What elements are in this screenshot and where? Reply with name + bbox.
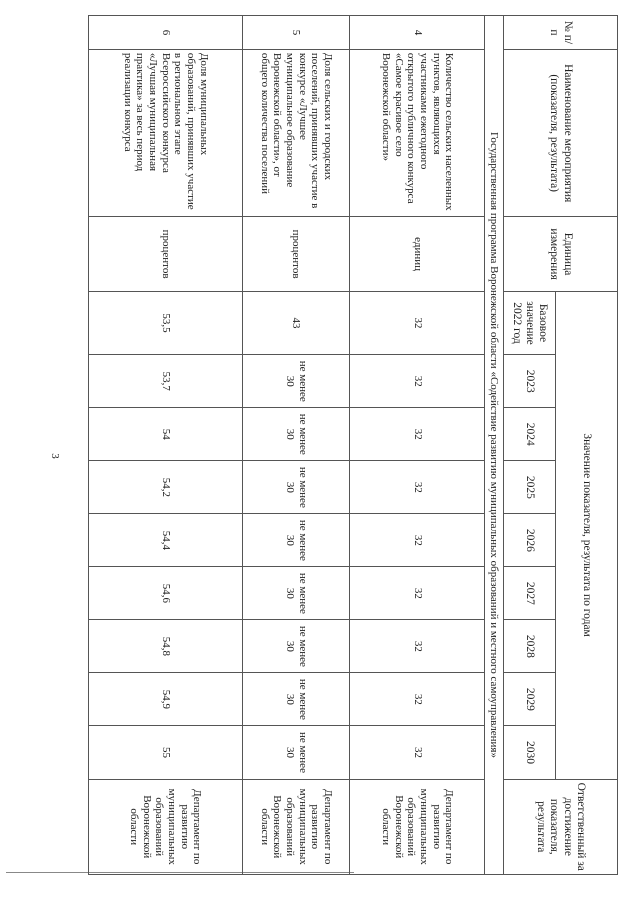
row-value: не менее 30	[242, 408, 350, 461]
row-value: не менее 30	[242, 620, 350, 673]
header-year: 2029	[503, 673, 555, 726]
row-value: 32	[350, 355, 485, 408]
header-values-by-year: Значение показателя, результата по годам	[555, 291, 617, 779]
table-row	[242, 16, 350, 875]
row-value: 54,2	[89, 461, 243, 514]
row-value: 54,8	[89, 620, 243, 673]
header-year: 2027	[503, 567, 555, 620]
row-unit: процентов	[242, 217, 350, 291]
row-value: не менее 30	[242, 461, 350, 514]
header-unit: Единица измерения	[503, 217, 617, 291]
header-year: 2026	[503, 514, 555, 567]
header-responsible: Ответственный за достижение показателя, результата	[503, 779, 617, 874]
section-title: Государственная программа Воронежской области «Содействие развитию муниципальных образований и местного самоуправления»	[485, 16, 504, 875]
row-num: 6	[89, 16, 243, 50]
header-year: 2025	[503, 461, 555, 514]
table-row	[89, 16, 243, 875]
row-value: 32	[350, 567, 485, 620]
row-value: 32	[350, 514, 485, 567]
row-responsible: Департамент по развитию муниципальных образований Воронежской области	[242, 779, 350, 874]
row-num: 4	[350, 16, 485, 50]
header-year: 2023	[503, 355, 555, 408]
row-base-value: 53,5	[89, 291, 243, 355]
page-number: 3	[48, 453, 61, 459]
row-base-value: 43	[242, 291, 350, 355]
row-value: не менее 30	[242, 514, 350, 567]
row-value: не менее 30	[242, 355, 350, 408]
row-value: не менее 30	[242, 567, 350, 620]
row-name: Доля сельских и городских поселений, принявших участие в конкурсе «Лучшее муниципальное образование Воронежской области», от общего количества поселений	[242, 49, 350, 217]
header-year: 2030	[503, 726, 555, 779]
header-name: Наименование мероприятия (показателя, результата)	[503, 49, 617, 217]
row-unit: процентов	[89, 217, 243, 291]
row-name: Доля муниципальных образований, принявших участие в региональном этапе Всероссийского конкурса «Лучшая муниципальная практика» за весь период реализации конкурса	[89, 49, 243, 217]
row-responsible: Департамент по развитию муниципальных образований Воронежской области	[350, 779, 485, 874]
header-year: 2024	[503, 408, 555, 461]
row-value: 55	[89, 726, 243, 779]
row-value: 32	[350, 726, 485, 779]
row-num: 5	[242, 16, 350, 50]
row-name: Количество сельских населенных пунктов, являющихся участниками ежегодного открытого публичного конкурса «Самое красивое село Воронежской области»	[350, 49, 485, 217]
row-value: 53,7	[89, 355, 243, 408]
table-row	[350, 16, 485, 875]
row-value: 54,6	[89, 567, 243, 620]
row-value: 32	[350, 408, 485, 461]
rotated-table-container	[88, 15, 618, 875]
row-value: 54,9	[89, 673, 243, 726]
row-responsible: Департамент по развитию муниципальных образований Воронежской области	[89, 779, 243, 874]
row-value: 32	[350, 620, 485, 673]
row-unit: единиц	[350, 217, 485, 291]
row-value: 32	[350, 461, 485, 514]
row-value: 54,4	[89, 514, 243, 567]
row-value: 54	[89, 408, 243, 461]
row-value: не менее 30	[242, 673, 350, 726]
row-value: 32	[350, 673, 485, 726]
header-year: 2028	[503, 620, 555, 673]
row-value: не менее 30	[242, 726, 350, 779]
header-num: № п/п	[503, 16, 617, 50]
header-base-value: Базовое значение 2022 год	[503, 291, 555, 355]
row-base-value: 32	[350, 291, 485, 355]
indicators-table	[88, 15, 618, 875]
